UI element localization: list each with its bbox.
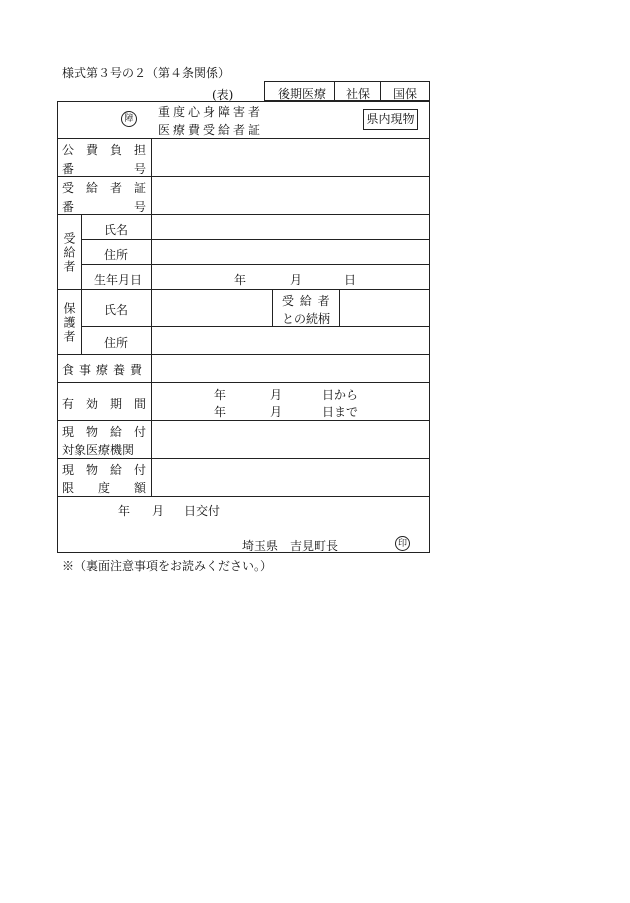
insurance-type-late-elderly: 後期医療 — [278, 87, 327, 101]
issue-month: 月 — [152, 504, 165, 518]
valid-from-day: 日から — [322, 388, 359, 402]
valid-until-day: 日まで — [322, 405, 359, 419]
birth-year-label: 年 — [234, 273, 247, 287]
guardian-group-label: 保護者 — [62, 302, 76, 344]
public-burden-label-top: 公 費 負 担 — [62, 143, 147, 157]
issuer: 埼玉県 吉見町長 — [242, 539, 339, 553]
birth-day-label: 日 — [344, 273, 357, 287]
side-label: (表) — [212, 88, 234, 102]
birth-month-label: 月 — [290, 273, 303, 287]
valid-until-month: 月 — [270, 405, 283, 419]
public-burden-label-bottom: 番 号 — [62, 162, 147, 176]
in-kind-limit-label-top: 現 物 給 付 — [62, 463, 147, 477]
title-line2: 医療費受給者証 — [158, 123, 264, 137]
validity-label: 有 効 期 間 — [62, 397, 147, 411]
guardian-name-label: 氏名 — [104, 303, 129, 317]
issue-year: 年 — [118, 504, 131, 518]
in-kind-facility-label-top: 現 物 給 付 — [62, 425, 147, 439]
valid-until-year: 年 — [214, 405, 227, 419]
recipient-group-label: 受給者 — [62, 232, 76, 274]
insurance-type-national: 国保 — [393, 87, 418, 101]
heavy-disability-seal-icon: 障 — [121, 111, 137, 127]
relation-label-top: 受 給 者 — [282, 294, 331, 308]
in-kind-facility-label-bottom: 対象医療機関 — [62, 443, 135, 457]
seal-stamp-icon: 印 — [395, 536, 410, 551]
recipient-cert-label-bottom: 番 号 — [62, 200, 147, 214]
prefecture-badge: 県内現物 — [363, 109, 418, 130]
recipient-address-label: 住所 — [104, 248, 129, 262]
issue-day-suffix: 日交付 — [184, 504, 221, 518]
recipient-birthdate-label: 生年月日 — [94, 273, 143, 287]
footnote: ※（裏面注意事項をお読みください。） — [62, 559, 273, 573]
meal-cost-label: 食事療養費 — [62, 363, 148, 377]
title-line1: 重度心身障害者 — [158, 105, 264, 119]
insurance-type-social: 社保 — [346, 87, 371, 101]
recipient-name-label: 氏名 — [104, 223, 129, 237]
in-kind-limit-label-bottom: 限 度 額 — [62, 481, 147, 495]
relation-label-bottom: との続柄 — [282, 312, 331, 326]
recipient-cert-label-top: 受 給 者 証 — [62, 181, 147, 195]
style-number: 様式第３号の２（第４条関係） — [62, 66, 231, 80]
guardian-address-label: 住所 — [104, 336, 129, 350]
valid-from-year: 年 — [214, 388, 227, 402]
valid-from-month: 月 — [270, 388, 283, 402]
